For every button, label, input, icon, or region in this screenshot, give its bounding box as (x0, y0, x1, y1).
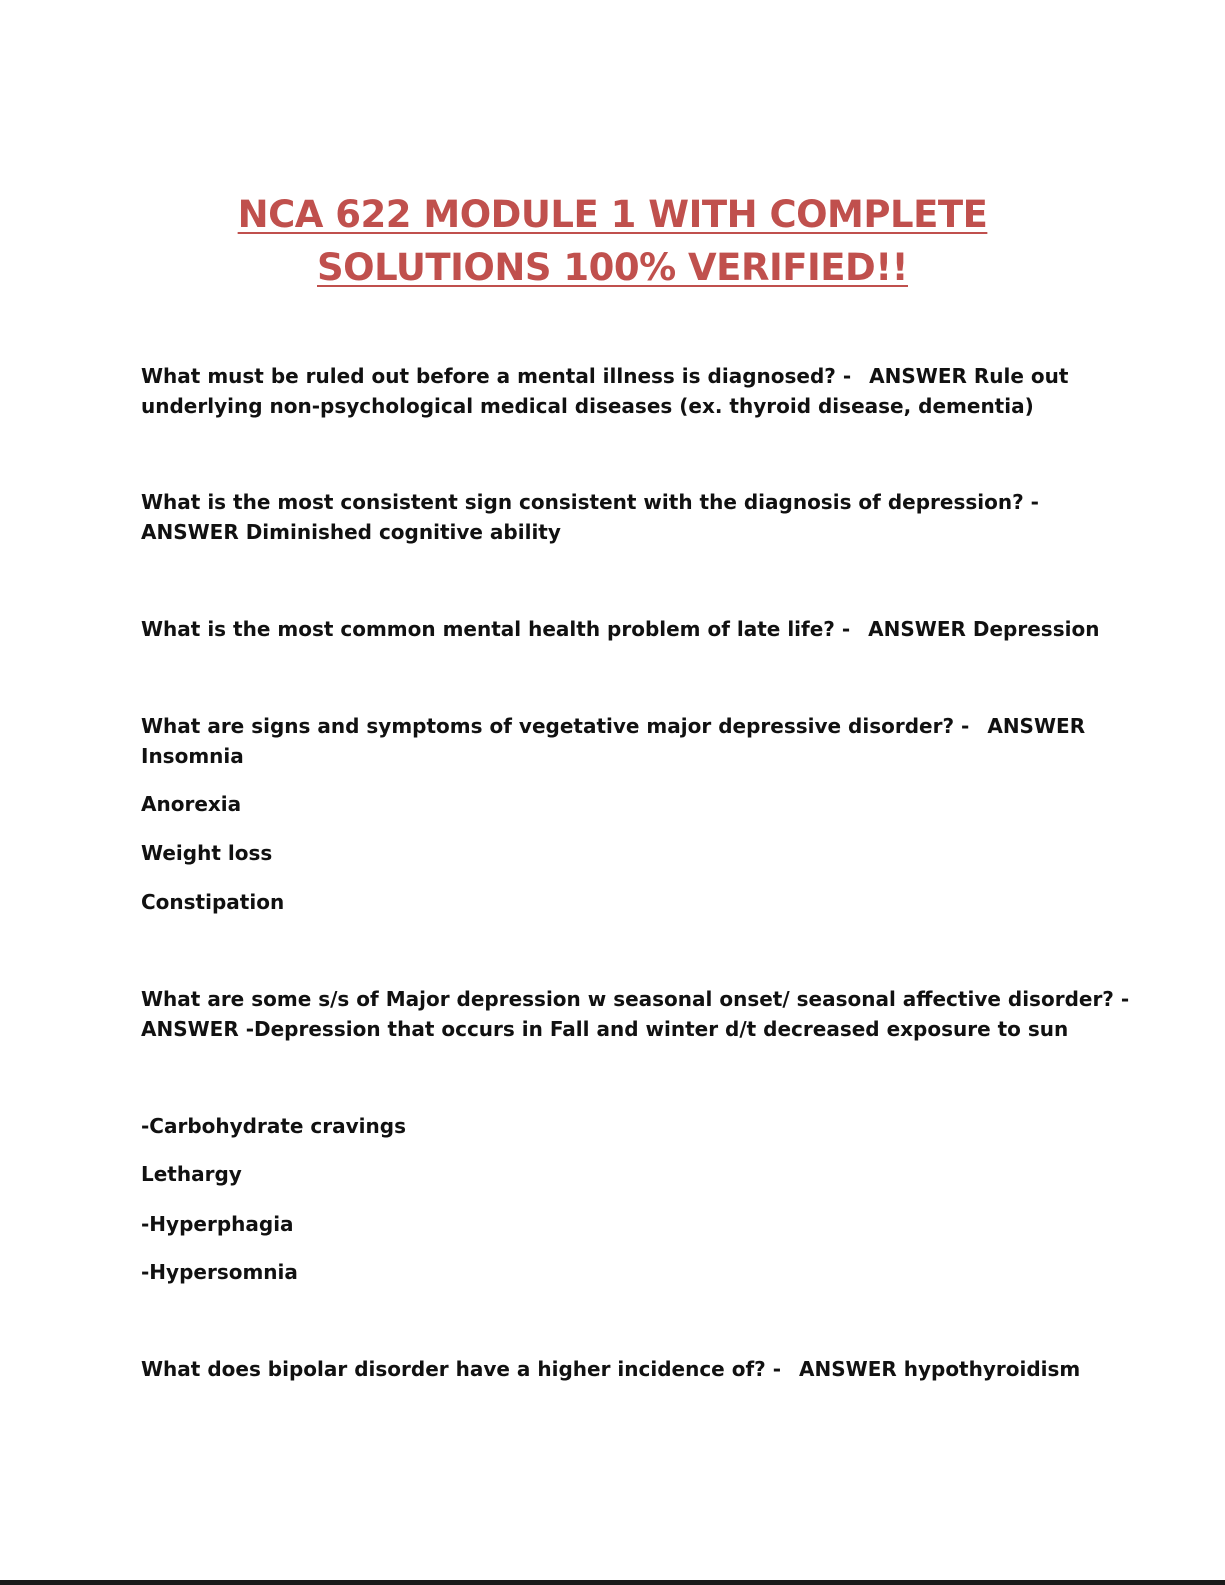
list-item: Lethargy (141, 1162, 242, 1186)
list-item: Weight loss (141, 841, 273, 865)
question-text: What must be ruled out before a mental illness is diagnosed? - (141, 364, 852, 388)
answer-text: ANSWER Diminished cognitive ability (141, 520, 561, 544)
answer-continued: underlying non-psychological medical diseases (ex. thyroid disease, dementia) (141, 394, 1034, 418)
question-text: What are some s/s of Major depression w seasonal onset/ seasonal affective disorder? - (141, 987, 1130, 1011)
list-item: -Carbohydrate cravings (141, 1114, 406, 1138)
question-text: What are signs and symptoms of vegetative major depressive disorder? - (141, 714, 970, 738)
list-item: -Hypersomnia (141, 1260, 298, 1284)
qa-item-6 (141, 1354, 1081, 1384)
list-item: Constipation (141, 890, 285, 914)
answer-text: ANSWER Rule out (869, 364, 1069, 388)
answer-text: ANSWER Depression (868, 617, 1100, 641)
qa-item-4 (141, 711, 1086, 771)
title-line-2: SOLUTIONS 100% VERIFIED!! (317, 246, 908, 289)
list-item: Anorexia (141, 792, 242, 816)
qa-item-2 (141, 487, 1081, 547)
answer-text: ANSWER hypothyroidism (799, 1357, 1081, 1381)
title-line-1: NCA 622 MODULE 1 WITH COMPLETE (237, 193, 988, 236)
qa-item-5 (141, 984, 1130, 1044)
question-text: What is the most common mental health problem of late life? - (141, 617, 851, 641)
document-title (0, 188, 1225, 294)
qa-item-3 (141, 614, 1100, 644)
answer-text: ANSWER -Depression that occurs in Fall and winter d/t decreased exposure to sun (141, 1017, 1069, 1041)
answer-label: ANSWER (987, 714, 1086, 738)
list-item: -Hyperphagia (141, 1212, 294, 1236)
page-bottom-border (0, 1580, 1225, 1585)
question-text: What is the most consistent sign consistent with the diagnosis of depression? - (141, 490, 1039, 514)
answer-text: Insomnia (141, 744, 244, 768)
qa-item-1 (141, 361, 1081, 421)
question-text: What does bipolar disorder have a higher incidence of? - (141, 1357, 782, 1381)
